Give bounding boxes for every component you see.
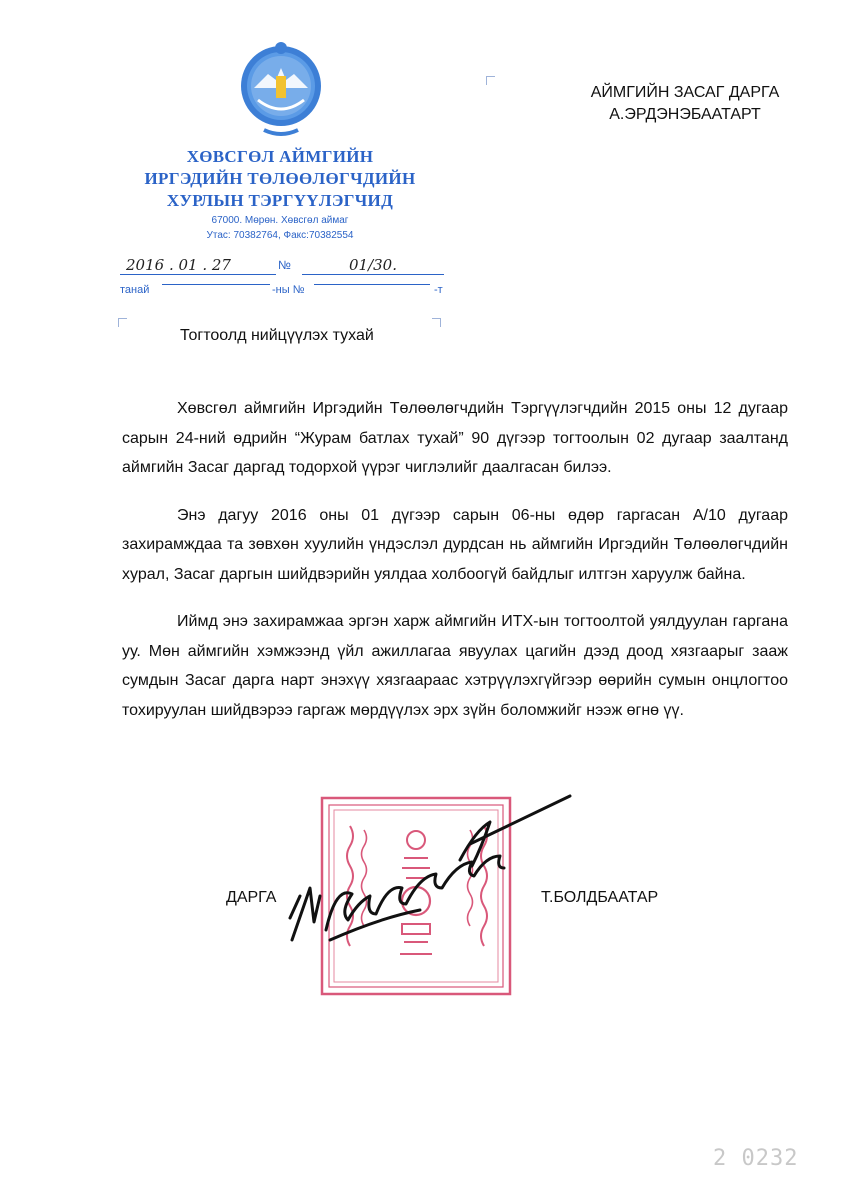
reference-number: 01/30.	[302, 256, 444, 275]
recipient-block	[560, 82, 810, 126]
paragraph-3: Иймд энэ захирамжаа эргэн харж аймгийн ИТХ-ын тогтоолтой уялдуулан гаргана уу. Мөн аймгийн хэмжээнд үйл ажиллагаа явуулах цагийн дээд доод хязгаарыг зааж сумдын Засаг дарга нарт энэхүү хязгаараас хэтрүүлэхгүйгээр өөрийн сумын онцлогтоо тохируулан шийдвэрээ гаргаж мөрдүүлэх эрх зүйн боломжийг нээж өгнө үү.	[122, 613, 788, 719]
state-emblem-icon	[236, 38, 326, 138]
org-line-1: ХӨВСГӨЛ АЙМГИЙН	[186, 147, 374, 166]
t-label: -т	[434, 284, 443, 296]
recipient-line-2: А.ЭРДЭНЭБААТАРТ	[609, 106, 761, 123]
org-line-3: ХУРЛЫН ТЭРГҮҮЛЭГЧИД	[166, 191, 394, 210]
corner-mark	[118, 318, 127, 327]
signer-name: Т.БОЛДБААТАР	[541, 889, 659, 906]
corner-mark	[432, 318, 441, 327]
ny-label: -ны №	[272, 284, 305, 296]
org-line-2: ИРГЭДИЙН ТӨЛӨӨЛӨГЧДИЙН	[144, 169, 416, 188]
your-number-line	[314, 284, 430, 285]
organization-name	[120, 146, 440, 212]
reference-row	[120, 256, 450, 276]
organization-address	[120, 213, 440, 243]
recipient-line-1: АЙМГИЙН ЗАСАГ ДАРГА	[590, 84, 780, 101]
reply-reference-row	[120, 284, 450, 302]
your-date-line	[162, 284, 270, 285]
corner-mark	[486, 76, 495, 85]
paragraph-1: Хөвсгөл аймгийн Иргэдийн Төлөөлөгчдийн Тэргүүлэгчдийн 2015 оны 12 дугаар сарын 24-ний өдрийн “Журам батлах тухай” 90 дүгээр тогтоолын 02 дугаар заалтанд аймгийн Засаг даргад тодорхой үүрэг чиглэлийг даалгасан билээ.	[122, 400, 788, 476]
handwritten-signature-icon	[270, 790, 580, 990]
signer-title: ДАРГА	[226, 889, 277, 906]
subject-line: Тогтоолд нийцүүлэх тухай	[180, 327, 374, 344]
letter-body	[122, 394, 788, 743]
paragraph-2: Энэ дагуу 2016 оны 01 дүгээр сарын 06-ны өдөр гаргасан А/10 дугаар захирамждаа та зөвхөн хуулийн үндэслэл дурдсан нь аймгийн Иргэдийн Төлөөлөгчдийн хурал, Засаг даргын шийдвэрийн уялдаа холбоогүй байдлыг илтгэн харуулж байна.	[122, 506, 788, 583]
reference-number-label: №	[278, 258, 291, 272]
your-label: танай	[120, 284, 150, 296]
address-line: 67000. Мөрөн. Хөвсгөл аймаг	[211, 215, 349, 226]
reference-date: 2016 . 01 . 27	[120, 256, 276, 275]
page-number: 2 0232	[713, 1146, 799, 1171]
contacts-line: Утас: 70382764, Факс:70382554	[206, 230, 354, 241]
